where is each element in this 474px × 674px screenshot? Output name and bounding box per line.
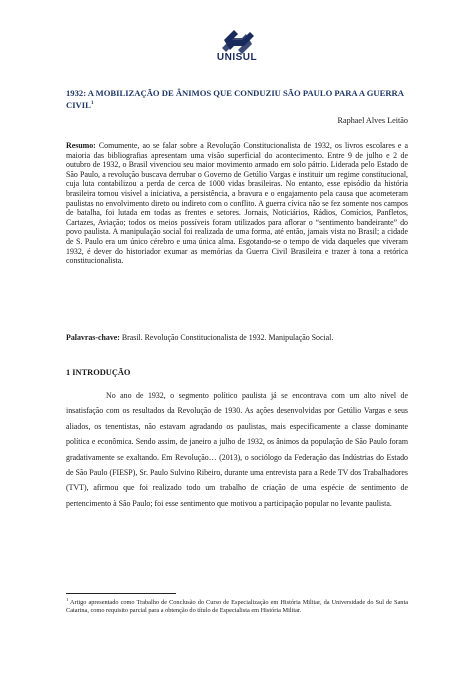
- keywords: [66, 333, 408, 343]
- paper-title-text: 1932: A MOBILIZAÇÃO DE ÂNIMOS QUE CONDUZIU SÃO PAULO PARA A GUERRA CIVIL: [66, 88, 404, 110]
- title-footnote-mark: 1: [90, 100, 94, 106]
- abstract: [66, 141, 408, 266]
- section-heading: 1 INTRODUÇÃO: [66, 368, 131, 377]
- footnote-text: Artigo apresentado como Trabalho de Conclusão do Curso de Especialização em História Militar, da Universidade do Sul de Santa Catarina, como requisito parcial para a obtenção do título de Especialista em História Militar.: [66, 599, 408, 614]
- author-name: Raphael Alves Leitão: [337, 116, 408, 125]
- logo-text: UNISUL: [216, 52, 258, 63]
- keywords-label: Palavras-chave:: [66, 333, 120, 342]
- paper-title: [66, 88, 406, 110]
- footnote: [66, 596, 408, 614]
- intro-paragraph: No ano de 1932, o segmento político paulista já se encontrava com um alto nível de insatisfação com os resultados da Revolução de 1930. As ações desenvolvidas por Getúlio Vargas e seus aliados, os tenentistas, não estavam agradando os paulistas, mais especificamente a classe dominante política e econômica. Sendo assim, de janeiro a julho de 1932, os ânimos da população de São Paulo foram gradativamente se exaltando. Em Revolução… (2013), o sociólogo da Federação das Indústrias do Estado de São Paulo (FIESP), Sr. Paulo Sulvino Ribeiro, durante uma entrevista para a Rede TV dos Trabalhadores (TVT), afirmou que foi realizado todo um trabalho de criação de uma espécie de sentimento de pertencimento à São Paulo; foi esse sentimento que motivou a participação popular no levante paulista.: [66, 391, 408, 508]
- footnote-mark: 1: [66, 597, 69, 602]
- abstract-text: Comumente, ao se falar sobre a Revolução Constitucionalista de 1932, os livros escolares e a maioria das bibliografias apresentam uma visão superficial do acontecimento. Entre 9 de julho e 2 de outubro de 1932, o Brasil vivenciou seu maior movimento armado em solo pátrio. Liderada pelo Estado de São Paulo, a revolução buscava derrubar o Governo de Getúlio Vargas e instituir um regime constitucional, cuja luta contabilizou a perda de cerca de 1000 vidas brasileiras. No entanto, esse episódio da história brasileira tornou visível a iniciativa, a persistência, a bravura e o engajamento pela causa que acometeram paulistas no envolvimento direto ou indireto com o conflito. A guerra cívica não se fez somente nos campos de batalha, foi lutada em todas as frentes e setores. Jornais, Noticiários, Rádios, Comícios, Panfletos, Cartazes, Aviação; todos os meios possíveis foram utilizados para aflorar o “sentimento bandeirante” do povo paulista. A manipulação social foi realizada de uma forma, até então, jamais vista no Brasil; a cidade de S. Paulo era um único cérebro e uma única alma. Esgotando-se o tempo de vida daqueles que viveram 1932, é dever do historiador exumar as memórias da Guerra Civil Brasileira e trazer à tona a retórica constitucionalista.: [66, 141, 408, 266]
- footnote-divider: [66, 593, 176, 594]
- keywords-text: Brasil. Revolução Constitucionalista de 1932. Manipulação Social.: [119, 333, 334, 342]
- abstract-label: Resumo:: [66, 141, 96, 150]
